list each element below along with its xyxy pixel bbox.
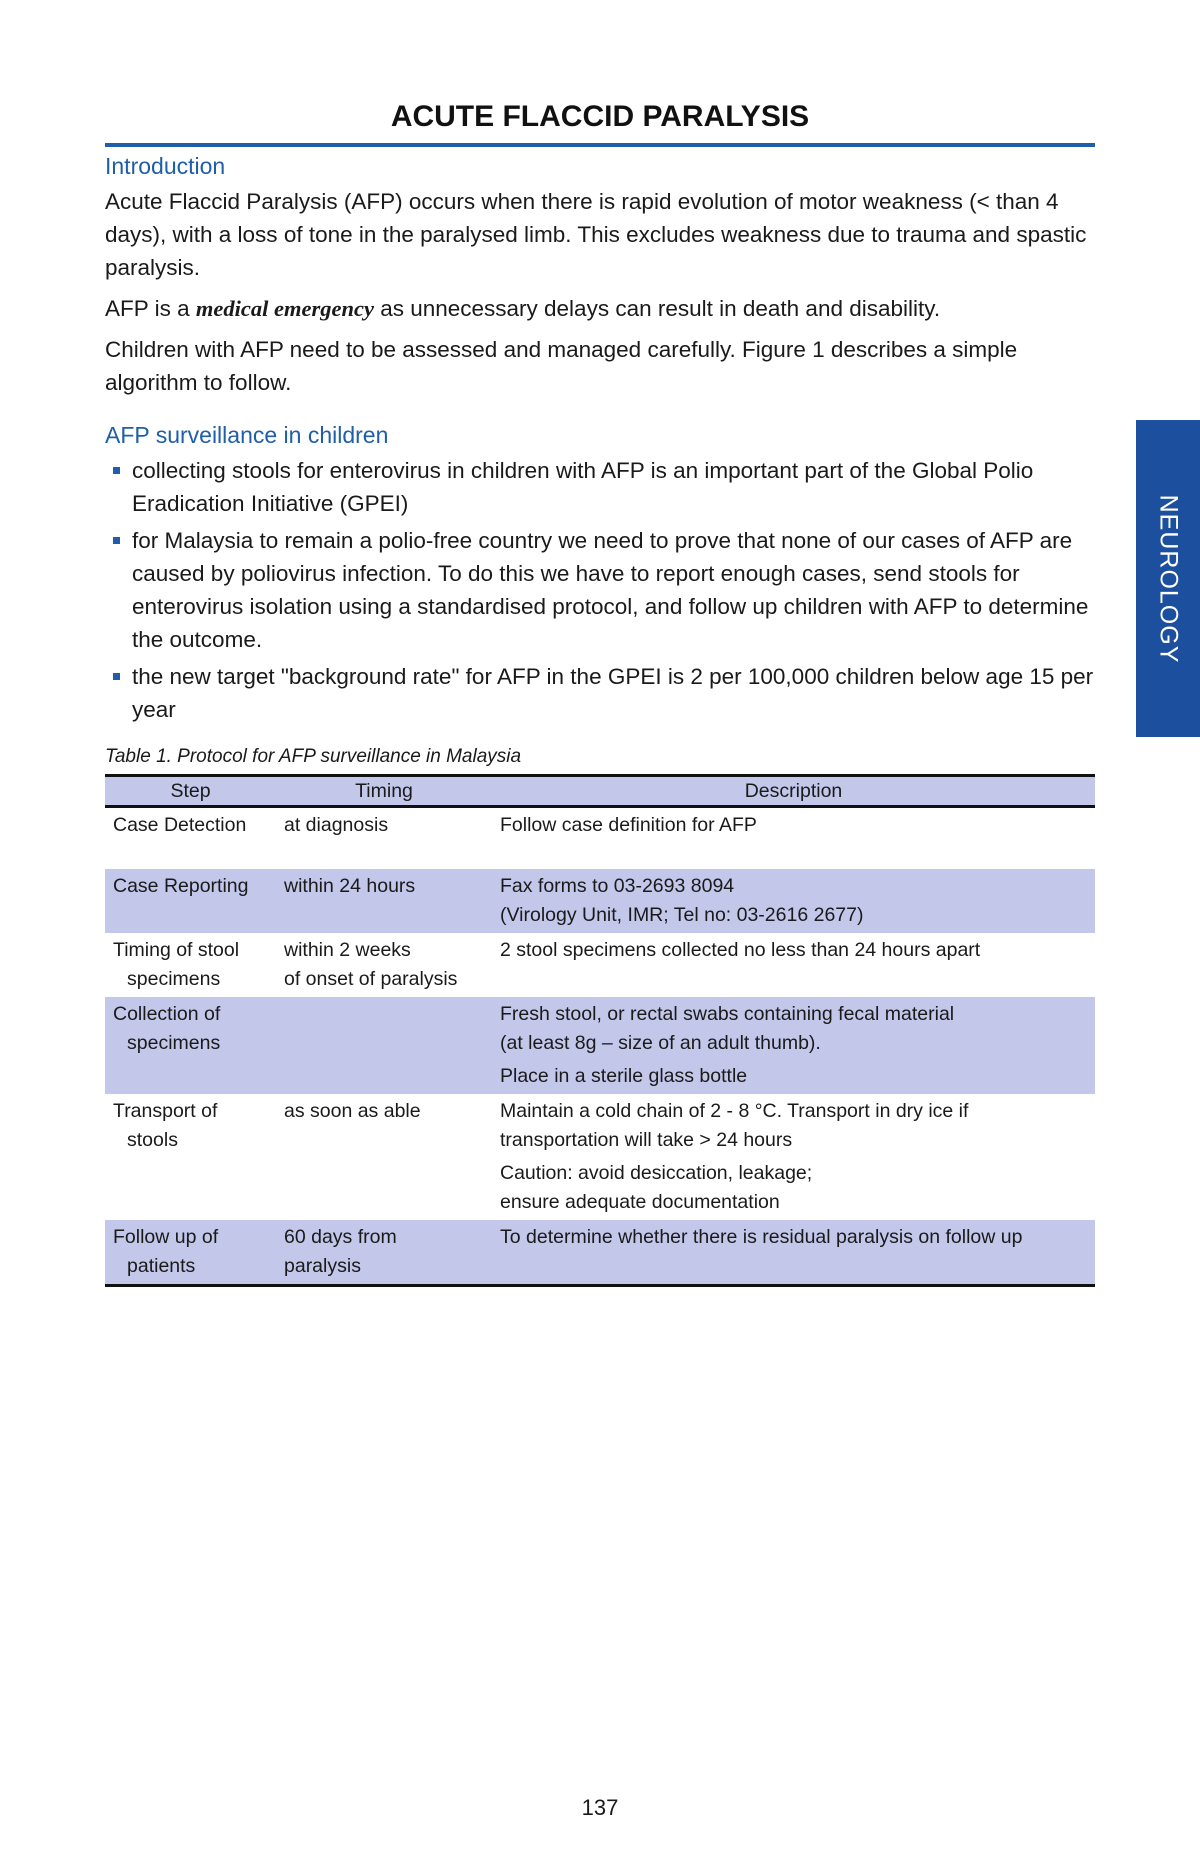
cell-line: To determine whether there is residual paralysis on follow up [500, 1225, 1023, 1248]
cell-line: within 24 hours [284, 874, 416, 897]
cell-line: Fax forms to 03-2693 8094 [500, 874, 735, 897]
cell-description [492, 933, 1095, 997]
cell-timing [276, 933, 492, 997]
table-row [105, 1094, 1095, 1220]
page-number: 137 [581, 1795, 619, 1820]
table-row [105, 933, 1095, 997]
cell-timing [276, 997, 492, 1094]
cell-step [105, 807, 276, 869]
cell-line: Caution: avoid desiccation, leakage; [500, 1161, 813, 1184]
cell-timing [276, 1220, 492, 1286]
cell-line: Case Detection [113, 814, 247, 836]
page-title: ACUTE FLACCID PARALYSIS [390, 100, 810, 133]
side-tab-label: NEUROLOGY [1154, 494, 1183, 663]
medical-emergency-emphasis: medical emergency [195, 296, 374, 321]
para2-before: AFP is a [105, 296, 196, 321]
cell-timing [276, 807, 492, 869]
table-row [105, 869, 1095, 933]
cell-line: Place in a sterile glass bottle [500, 1064, 748, 1087]
para2-after: as unnecessary delays can result in death and disability. [373, 296, 941, 321]
cell-description [492, 869, 1095, 933]
cell-line: Maintain a cold chain of 2 - 8 °C. Transport in dry ice if [500, 1099, 969, 1122]
cell-line: Follow up of [113, 1225, 219, 1248]
table-header-row [105, 776, 1095, 807]
cell-line: as soon as able [284, 1099, 421, 1122]
cell-line: transportation will take > 24 hours [500, 1128, 793, 1151]
cell-step [105, 1220, 276, 1286]
cell-line: Case Reporting [113, 874, 249, 897]
cell-description [492, 997, 1095, 1094]
cell-line: specimens [127, 967, 221, 990]
cell-line: ensure adequate documentation [500, 1190, 780, 1213]
table-row [105, 1220, 1095, 1286]
cell-line: Fresh stool, or rectal swabs containing fecal material [500, 1002, 955, 1025]
introduction-paragraph-2 [105, 292, 1095, 325]
cell-line: stools [127, 1128, 178, 1151]
introduction-paragraph-3: Children with AFP need to be assessed and managed carefully. Figure 1 describes a simple algorithm to follow. [105, 337, 1018, 395]
introduction-heading: Introduction [105, 153, 226, 179]
cell-line: (Virology Unit, IMR; Tel no: 03-2616 2677) [500, 903, 864, 926]
table-caption: Table 1. Protocol for AFP surveillance in Malaysia [105, 746, 522, 767]
cell-step [105, 997, 276, 1094]
cell-line: Transport of [113, 1099, 218, 1122]
surveillance-heading: AFP surveillance in children [105, 422, 389, 448]
cell-line: within 2 weeks [284, 938, 411, 961]
table-row [105, 807, 1095, 869]
cell-line: Timing of stool [113, 938, 240, 961]
introduction-paragraph-1: Acute Flaccid Paralysis (AFP) occurs when there is rapid evolution of motor weakness (< than 4 days), with a loss of tone in the paralysed limb. This excludes weakness due to trauma and spastic paralysis. [105, 189, 1087, 280]
cell-step [105, 1094, 276, 1220]
cell-step [105, 933, 276, 997]
cell-line: patients [127, 1254, 196, 1277]
cell-line: 2 stool specimens collected no less than 24 hours apart [500, 938, 981, 961]
bullet-item: for Malaysia to remain a polio-free country we need to prove that none of our cases of AFP are caused by poliovirus infection. To do this we have to report enough cases, send stools for enterovirus isolation using a standardised protocol, and follow up children with AFP to determine the outcome. [105, 524, 1095, 656]
surveillance-bullet-list [105, 454, 1095, 726]
title-underline [105, 143, 1095, 147]
cell-step [105, 869, 276, 933]
cell-description [492, 1094, 1095, 1220]
cell-line: (at least 8g – size of an adult thumb). [500, 1031, 821, 1054]
cell-line: paralysis [284, 1254, 361, 1277]
bullet-item: collecting stools for enterovirus in children with AFP is an important part of the Global Polio Eradication Initiative (GPEI) [105, 454, 1095, 520]
afp-protocol-table [105, 774, 1095, 1287]
table-row [105, 997, 1095, 1094]
header-step: Step [105, 776, 276, 807]
page-content [105, 150, 1095, 1287]
cell-line: specimens [127, 1031, 221, 1054]
cell-timing [276, 869, 492, 933]
cell-description [492, 1220, 1095, 1286]
cell-line: of onset of paralysis [284, 967, 458, 990]
cell-description [492, 807, 1095, 869]
header-description: Description [492, 776, 1095, 807]
bullet-item: the new target "background rate" for AFP in the GPEI is 2 per 100,000 children below age 15 per year [105, 660, 1095, 726]
header-timing: Timing [276, 776, 492, 807]
section-side-tab [1136, 420, 1200, 737]
cell-timing [276, 1094, 492, 1220]
cell-line: Collection of [113, 1002, 221, 1025]
cell-line: 60 days from [284, 1225, 397, 1248]
cell-line: at diagnosis [284, 814, 389, 836]
cell-line: Follow case definition for AFP [500, 814, 757, 836]
